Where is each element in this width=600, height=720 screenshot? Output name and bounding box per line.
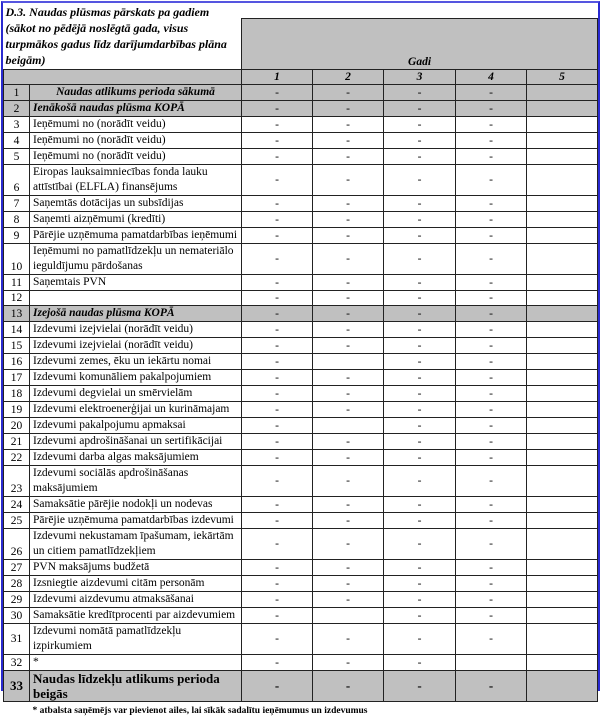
year-1-cell[interactable]: - — [242, 85, 313, 101]
table-row — [4, 576, 598, 592]
year-4-cell[interactable]: - — [456, 291, 527, 306]
year-5-cell[interactable] — [527, 497, 598, 513]
year-2-cell[interactable]: - — [313, 370, 384, 386]
table-row — [4, 338, 598, 354]
year-2-cell[interactable]: - — [313, 671, 384, 702]
year-4-cell[interactable]: - — [456, 576, 527, 592]
year-2-cell[interactable]: - — [313, 592, 384, 608]
year-1-cell[interactable]: - — [242, 513, 313, 529]
year-5-cell[interactable] — [527, 133, 598, 149]
year-5-cell[interactable] — [527, 322, 598, 338]
year-3-cell[interactable]: - — [384, 497, 456, 513]
row-number[interactable]: 14 — [4, 322, 30, 338]
year-3-cell[interactable]: - — [384, 306, 456, 322]
year-4-cell[interactable]: - — [456, 450, 527, 466]
year-4-cell[interactable]: - — [456, 560, 527, 576]
year-3-cell[interactable]: - — [384, 338, 456, 354]
table-row — [4, 529, 598, 560]
year-3-cell[interactable]: - — [384, 133, 456, 149]
year-1-cell[interactable]: - — [242, 370, 313, 386]
row-label[interactable]: Samaksātie kredītprocenti par aizdevumiem — [30, 608, 242, 624]
row-label[interactable]: Ieņēmumi no pamatlīdzekļu un nemateriālo ieguldījumu pārdošanas — [30, 244, 242, 275]
year-3-cell[interactable]: - — [384, 244, 456, 275]
year-1-cell[interactable]: - — [242, 149, 313, 165]
row-number[interactable]: 15 — [4, 338, 30, 354]
year-1-cell[interactable]: - — [242, 671, 313, 702]
year-1-cell[interactable]: - — [242, 608, 313, 624]
year-1-cell[interactable]: - — [242, 244, 313, 275]
year-1-cell[interactable]: - — [242, 386, 313, 402]
row-label[interactable]: Ieņēmumi no (norādīt veidu) — [30, 149, 242, 165]
year-1-cell[interactable]: - — [242, 402, 313, 418]
table-row — [4, 370, 598, 386]
year-2-cell[interactable]: - — [313, 101, 384, 117]
year-1-cell[interactable]: - — [242, 418, 313, 434]
table-row — [4, 291, 598, 306]
year-5-cell[interactable] — [527, 592, 598, 608]
year-4-cell[interactable]: - — [456, 354, 527, 370]
row-label[interactable]: Izdevumi aizdevumu atmaksāšanai — [30, 592, 242, 608]
year-2-cell[interactable]: - — [313, 560, 384, 576]
row-label[interactable]: Izdevumi darba algas maksājumiem — [30, 450, 242, 466]
year-1-cell[interactable]: - — [242, 196, 313, 212]
year-5-cell[interactable] — [527, 655, 598, 671]
row-label[interactable]: Izdevumi degvielai un smērvielām — [30, 386, 242, 402]
year-2-cell[interactable]: - — [313, 322, 384, 338]
year-4-cell[interactable]: - — [456, 671, 527, 702]
row-number[interactable]: 22 — [4, 450, 30, 466]
year-2-cell[interactable]: - — [313, 450, 384, 466]
year-1-cell[interactable]: - — [242, 165, 313, 196]
year-2-cell[interactable]: - — [313, 624, 384, 655]
year-3-cell[interactable]: - — [384, 418, 456, 434]
year-1-cell[interactable]: - — [242, 291, 313, 306]
row-number[interactable]: 8 — [4, 212, 30, 228]
year-4-cell[interactable]: - — [456, 497, 527, 513]
table-row — [4, 117, 598, 133]
year-1-cell[interactable]: - — [242, 228, 313, 244]
row-number[interactable]: 23 — [4, 466, 30, 497]
year-2-cell[interactable] — [313, 354, 384, 370]
year-4-cell[interactable]: - — [456, 322, 527, 338]
year-3-cell[interactable]: - — [384, 228, 456, 244]
table-row — [4, 418, 598, 434]
row-number[interactable]: 16 — [4, 354, 30, 370]
row-label[interactable]: Pārējie uzņēmuma pamatdarbības izdevumi — [30, 513, 242, 529]
year-5-cell[interactable] — [527, 370, 598, 386]
table-row — [4, 133, 598, 149]
year-4-cell[interactable]: - — [456, 608, 527, 624]
year-2-cell[interactable]: - — [313, 133, 384, 149]
row-label[interactable]: Izejošā naudas plūsma KOPĀ — [30, 306, 242, 322]
year-1-cell[interactable]: - — [242, 466, 313, 497]
row-label[interactable]: Izdevumi pakalpojumu apmaksai — [30, 418, 242, 434]
year-3-cell[interactable]: - — [384, 671, 456, 702]
row-label[interactable]: Izdevumi nekustamam īpašumam, iekārtām un citiem pamatlīdzekļiem — [30, 529, 242, 560]
year-5-cell[interactable] — [527, 165, 598, 196]
table-row — [4, 306, 598, 322]
row-number[interactable]: 19 — [4, 402, 30, 418]
year-4-cell[interactable]: - — [456, 370, 527, 386]
row-label[interactable]: * — [30, 655, 242, 671]
year-4-cell[interactable]: - — [456, 196, 527, 212]
year-2-cell[interactable]: - — [313, 497, 384, 513]
year-4-cell[interactable]: - — [456, 466, 527, 497]
row-number[interactable]: 20 — [4, 418, 30, 434]
year-4-cell[interactable]: - — [456, 149, 527, 165]
year-1-cell[interactable]: - — [242, 354, 313, 370]
row-label[interactable]: PVN maksājums budžetā — [30, 560, 242, 576]
footnote: * atbalsta saņēmējs var pievienot ailes, lai sīkāk sadalītu ieņēmumus un izdevumus — [30, 702, 598, 720]
year-5-cell[interactable] — [527, 196, 598, 212]
year-5-cell[interactable] — [527, 418, 598, 434]
cash-flow-table — [3, 3, 598, 720]
year-2-cell[interactable] — [313, 608, 384, 624]
table-row — [4, 386, 598, 402]
year-4-cell[interactable]: - — [456, 244, 527, 275]
year-3-cell[interactable]: - — [384, 592, 456, 608]
year-3-cell[interactable]: - — [384, 576, 456, 592]
year-4-cell[interactable]: - — [456, 133, 527, 149]
year-5-cell[interactable] — [527, 291, 598, 306]
year-5-cell[interactable] — [527, 338, 598, 354]
row-number[interactable]: 11 — [4, 275, 30, 291]
year-5-cell[interactable] — [527, 513, 598, 529]
year-3-cell[interactable]: - — [384, 450, 456, 466]
row-label[interactable]: Ieņēmumi no (norādīt veidu) — [30, 133, 242, 149]
row-number[interactable]: 9 — [4, 228, 30, 244]
row-number[interactable]: 10 — [4, 244, 30, 275]
year-5-cell[interactable] — [527, 117, 598, 133]
year-5-cell[interactable] — [527, 212, 598, 228]
year-4-cell[interactable]: - — [456, 386, 527, 402]
table-title: D.3. Naudas plūsmas pārskats pa gadiem (sākot no pēdējā noslēgtā gada, visus turpmākos gadus līdz darījumdarbības plāna beigām) — [4, 3, 242, 70]
table-row — [4, 275, 598, 291]
row-number[interactable]: 2 — [4, 101, 30, 117]
year-3-cell[interactable]: - — [384, 608, 456, 624]
year-5-cell[interactable] — [527, 228, 598, 244]
year-2-cell[interactable]: - — [313, 275, 384, 291]
year-2-cell[interactable]: - — [313, 434, 384, 450]
year-4-cell[interactable]: - — [456, 85, 527, 101]
table-row — [4, 671, 598, 702]
year-4-cell[interactable]: - — [456, 402, 527, 418]
year-number-row — [4, 70, 598, 85]
year-3-cell[interactable]: - — [384, 117, 456, 133]
row-label[interactable]: Izdevumi izejvielai (norādīt veidu) — [30, 322, 242, 338]
row-number[interactable]: 27 — [4, 560, 30, 576]
table-row — [4, 560, 598, 576]
year-2-cell[interactable]: - — [313, 196, 384, 212]
year-5-cell[interactable] — [527, 101, 598, 117]
year-2-cell[interactable]: - — [313, 117, 384, 133]
table-row — [4, 608, 598, 624]
row-number[interactable]: 7 — [4, 196, 30, 212]
year-3-cell[interactable]: - — [384, 402, 456, 418]
row-label[interactable]: Samaksātie pārējie nodokļi un nodevas — [30, 497, 242, 513]
year-3-cell[interactable]: - — [384, 149, 456, 165]
row-number[interactable]: 18 — [4, 386, 30, 402]
year-2-cell[interactable]: - — [313, 165, 384, 196]
year-3-cell[interactable]: - — [384, 322, 456, 338]
year-col-3: 3 — [384, 70, 456, 85]
year-4-cell[interactable]: - — [456, 434, 527, 450]
table-row — [4, 228, 598, 244]
year-1-cell[interactable]: - — [242, 560, 313, 576]
year-3-cell[interactable]: - — [384, 165, 456, 196]
year-4-cell[interactable]: - — [456, 275, 527, 291]
year-2-cell[interactable]: - — [313, 466, 384, 497]
year-2-cell[interactable] — [313, 418, 384, 434]
year-3-cell[interactable]: - — [384, 560, 456, 576]
year-4-cell[interactable]: - — [456, 101, 527, 117]
year-5-cell[interactable] — [527, 608, 598, 624]
table-row — [4, 322, 598, 338]
row-number[interactable]: 6 — [4, 165, 30, 196]
year-2-cell[interactable]: - — [313, 291, 384, 306]
year-2-cell[interactable]: - — [313, 149, 384, 165]
year-2-cell[interactable]: - — [313, 338, 384, 354]
year-4-cell[interactable]: - — [456, 418, 527, 434]
year-2-cell[interactable]: - — [313, 513, 384, 529]
table-row — [4, 497, 598, 513]
year-5-cell[interactable] — [527, 354, 598, 370]
row-label[interactable]: Izsniegtie aizdevumi citām personām — [30, 576, 242, 592]
year-3-cell[interactable]: - — [384, 624, 456, 655]
table-row — [4, 624, 598, 655]
year-2-cell[interactable]: - — [313, 655, 384, 671]
table-row — [4, 513, 598, 529]
table-row — [4, 101, 598, 117]
row-number[interactable]: 5 — [4, 149, 30, 165]
year-col-5: 5 — [527, 70, 598, 85]
year-4-cell[interactable]: - — [456, 338, 527, 354]
table-row — [4, 212, 598, 228]
year-col-2: 2 — [313, 70, 384, 85]
row-label[interactable]: Saņemtās dotācijas un subsīdijas — [30, 196, 242, 212]
year-2-cell[interactable]: - — [313, 386, 384, 402]
year-1-cell[interactable]: - — [242, 306, 313, 322]
year-5-cell[interactable] — [527, 85, 598, 101]
year-1-cell[interactable]: - — [242, 212, 313, 228]
year-3-cell[interactable]: - — [384, 275, 456, 291]
row-label[interactable]: Ienākošā naudas plūsma KOPĀ — [30, 101, 242, 117]
year-5-cell[interactable] — [527, 560, 598, 576]
year-3-cell[interactable]: - — [384, 370, 456, 386]
table-row — [4, 244, 598, 275]
table-row — [4, 354, 598, 370]
year-2-cell[interactable]: - — [313, 212, 384, 228]
year-1-cell[interactable]: - — [242, 592, 313, 608]
row-label[interactable]: Izdevumi nomātā pamatlīdzekļu izpirkumiem — [30, 624, 242, 655]
year-5-cell[interactable] — [527, 434, 598, 450]
row-label[interactable]: Saņemtais PVN — [30, 275, 242, 291]
year-1-cell[interactable]: - — [242, 497, 313, 513]
row-label[interactable]: Izdevumi sociālās apdrošināšanas maksājumiem — [30, 466, 242, 497]
year-5-cell[interactable] — [527, 244, 598, 275]
row-number[interactable]: 29 — [4, 592, 30, 608]
row-number[interactable]: 32 — [4, 655, 30, 671]
year-3-cell[interactable]: - — [384, 466, 456, 497]
table-row — [4, 85, 598, 101]
year-3-cell[interactable]: - — [384, 386, 456, 402]
year-3-cell[interactable]: - — [384, 212, 456, 228]
year-1-cell[interactable]: - — [242, 338, 313, 354]
row-label[interactable]: Naudas līdzekļu atlikums perioda beigās — [30, 671, 242, 702]
year-1-cell[interactable]: - — [242, 101, 313, 117]
year-3-cell[interactable]: - — [384, 354, 456, 370]
row-label[interactable]: Ieņēmumi no (norādīt veidu) — [30, 117, 242, 133]
year-5-cell[interactable] — [527, 576, 598, 592]
year-5-cell[interactable] — [527, 466, 598, 497]
year-1-cell[interactable]: - — [242, 133, 313, 149]
year-3-cell[interactable]: - — [384, 291, 456, 306]
year-3-cell[interactable]: - — [384, 101, 456, 117]
table-row — [4, 655, 598, 671]
row-label[interactable]: Eiropas lauksaimniecības fonda lauku attīstībai (ELFLA) finansējums — [30, 165, 242, 196]
table-row — [4, 165, 598, 196]
year-2-cell[interactable]: - — [313, 576, 384, 592]
year-1-cell[interactable]: - — [242, 434, 313, 450]
year-3-cell[interactable]: - — [384, 529, 456, 560]
row-number[interactable]: 24 — [4, 497, 30, 513]
row-number[interactable]: 25 — [4, 513, 30, 529]
years-header: Gadi — [242, 18, 598, 69]
year-5-cell[interactable] — [527, 624, 598, 655]
year-4-cell[interactable]: - — [456, 513, 527, 529]
year-2-cell[interactable]: - — [313, 529, 384, 560]
row-label[interactable]: Izdevumi izejvielai (norādīt veidu) — [30, 338, 242, 354]
row-number[interactable]: 31 — [4, 624, 30, 655]
year-4-cell[interactable]: - — [456, 529, 527, 560]
row-number[interactable]: 13 — [4, 306, 30, 322]
year-4-cell[interactable]: - — [456, 624, 527, 655]
year-2-cell[interactable]: - — [313, 402, 384, 418]
year-5-cell[interactable] — [527, 306, 598, 322]
row-number[interactable]: 17 — [4, 370, 30, 386]
row-number[interactable]: 30 — [4, 608, 30, 624]
year-3-cell[interactable]: - — [384, 196, 456, 212]
year-2-cell[interactable]: - — [313, 85, 384, 101]
row-number[interactable]: 4 — [4, 133, 30, 149]
year-1-cell[interactable]: - — [242, 117, 313, 133]
year-1-cell[interactable]: - — [242, 275, 313, 291]
table-row — [4, 402, 598, 418]
year-3-cell[interactable]: - — [384, 513, 456, 529]
year-5-cell[interactable] — [527, 149, 598, 165]
row-label[interactable]: Izdevumi komunāliem pakalpojumiem — [30, 370, 242, 386]
year-5-cell[interactable] — [527, 529, 598, 560]
year-1-cell[interactable]: - — [242, 450, 313, 466]
year-5-cell[interactable] — [527, 402, 598, 418]
table-row — [4, 592, 598, 608]
year-2-cell[interactable]: - — [313, 244, 384, 275]
year-4-cell[interactable]: - — [456, 165, 527, 196]
year-1-cell[interactable]: - — [242, 322, 313, 338]
table-row — [4, 434, 598, 450]
year-4-cell[interactable]: - — [456, 117, 527, 133]
year-2-cell[interactable]: - — [313, 306, 384, 322]
row-label[interactable]: Naudas atlikums perioda sākumā — [30, 85, 242, 101]
year-1-cell[interactable]: - — [242, 624, 313, 655]
year-col-1: 1 — [242, 70, 313, 85]
row-number[interactable]: 3 — [4, 117, 30, 133]
year-1-cell[interactable]: - — [242, 655, 313, 671]
row-number[interactable]: 21 — [4, 434, 30, 450]
row-label[interactable] — [30, 291, 242, 306]
table-row — [4, 196, 598, 212]
year-5-cell[interactable] — [527, 671, 598, 702]
row-number[interactable]: 12 — [4, 291, 30, 306]
year-4-cell[interactable]: - — [456, 212, 527, 228]
row-label[interactable]: Izdevumi zemes, ēku un iekārtu nomai — [30, 354, 242, 370]
table-row — [4, 466, 598, 497]
year-4-cell[interactable] — [456, 655, 527, 671]
year-1-cell[interactable]: - — [242, 576, 313, 592]
row-label[interactable]: Izdevumi elektroenerģijai un kurināmajam — [30, 402, 242, 418]
row-label[interactable]: Pārējie uzņēmuma pamatdarbības ieņēmumi — [30, 228, 242, 244]
table-row — [4, 450, 598, 466]
year-1-cell[interactable]: - — [242, 529, 313, 560]
year-3-cell[interactable]: - — [384, 655, 456, 671]
year-5-cell[interactable] — [527, 275, 598, 291]
row-number[interactable]: 1 — [4, 85, 30, 101]
year-2-cell[interactable]: - — [313, 228, 384, 244]
row-label[interactable]: Izdevumi apdrošināšanai un sertifikācijai — [30, 434, 242, 450]
row-number[interactable]: 26 — [4, 529, 30, 560]
table-row — [4, 149, 598, 165]
year-5-cell[interactable] — [527, 386, 598, 402]
row-label[interactable]: Saņemti aizņēmumi (kredīti) — [30, 212, 242, 228]
year-col-4: 4 — [456, 70, 527, 85]
spreadsheet-frame — [1, 1, 600, 691]
year-4-cell[interactable]: - — [456, 592, 527, 608]
year-3-cell[interactable]: - — [384, 85, 456, 101]
year-4-cell[interactable]: - — [456, 228, 527, 244]
year-4-cell[interactable]: - — [456, 306, 527, 322]
year-3-cell[interactable]: - — [384, 434, 456, 450]
year-5-cell[interactable] — [527, 450, 598, 466]
row-number[interactable]: 28 — [4, 576, 30, 592]
row-number[interactable]: 33 — [4, 671, 30, 702]
